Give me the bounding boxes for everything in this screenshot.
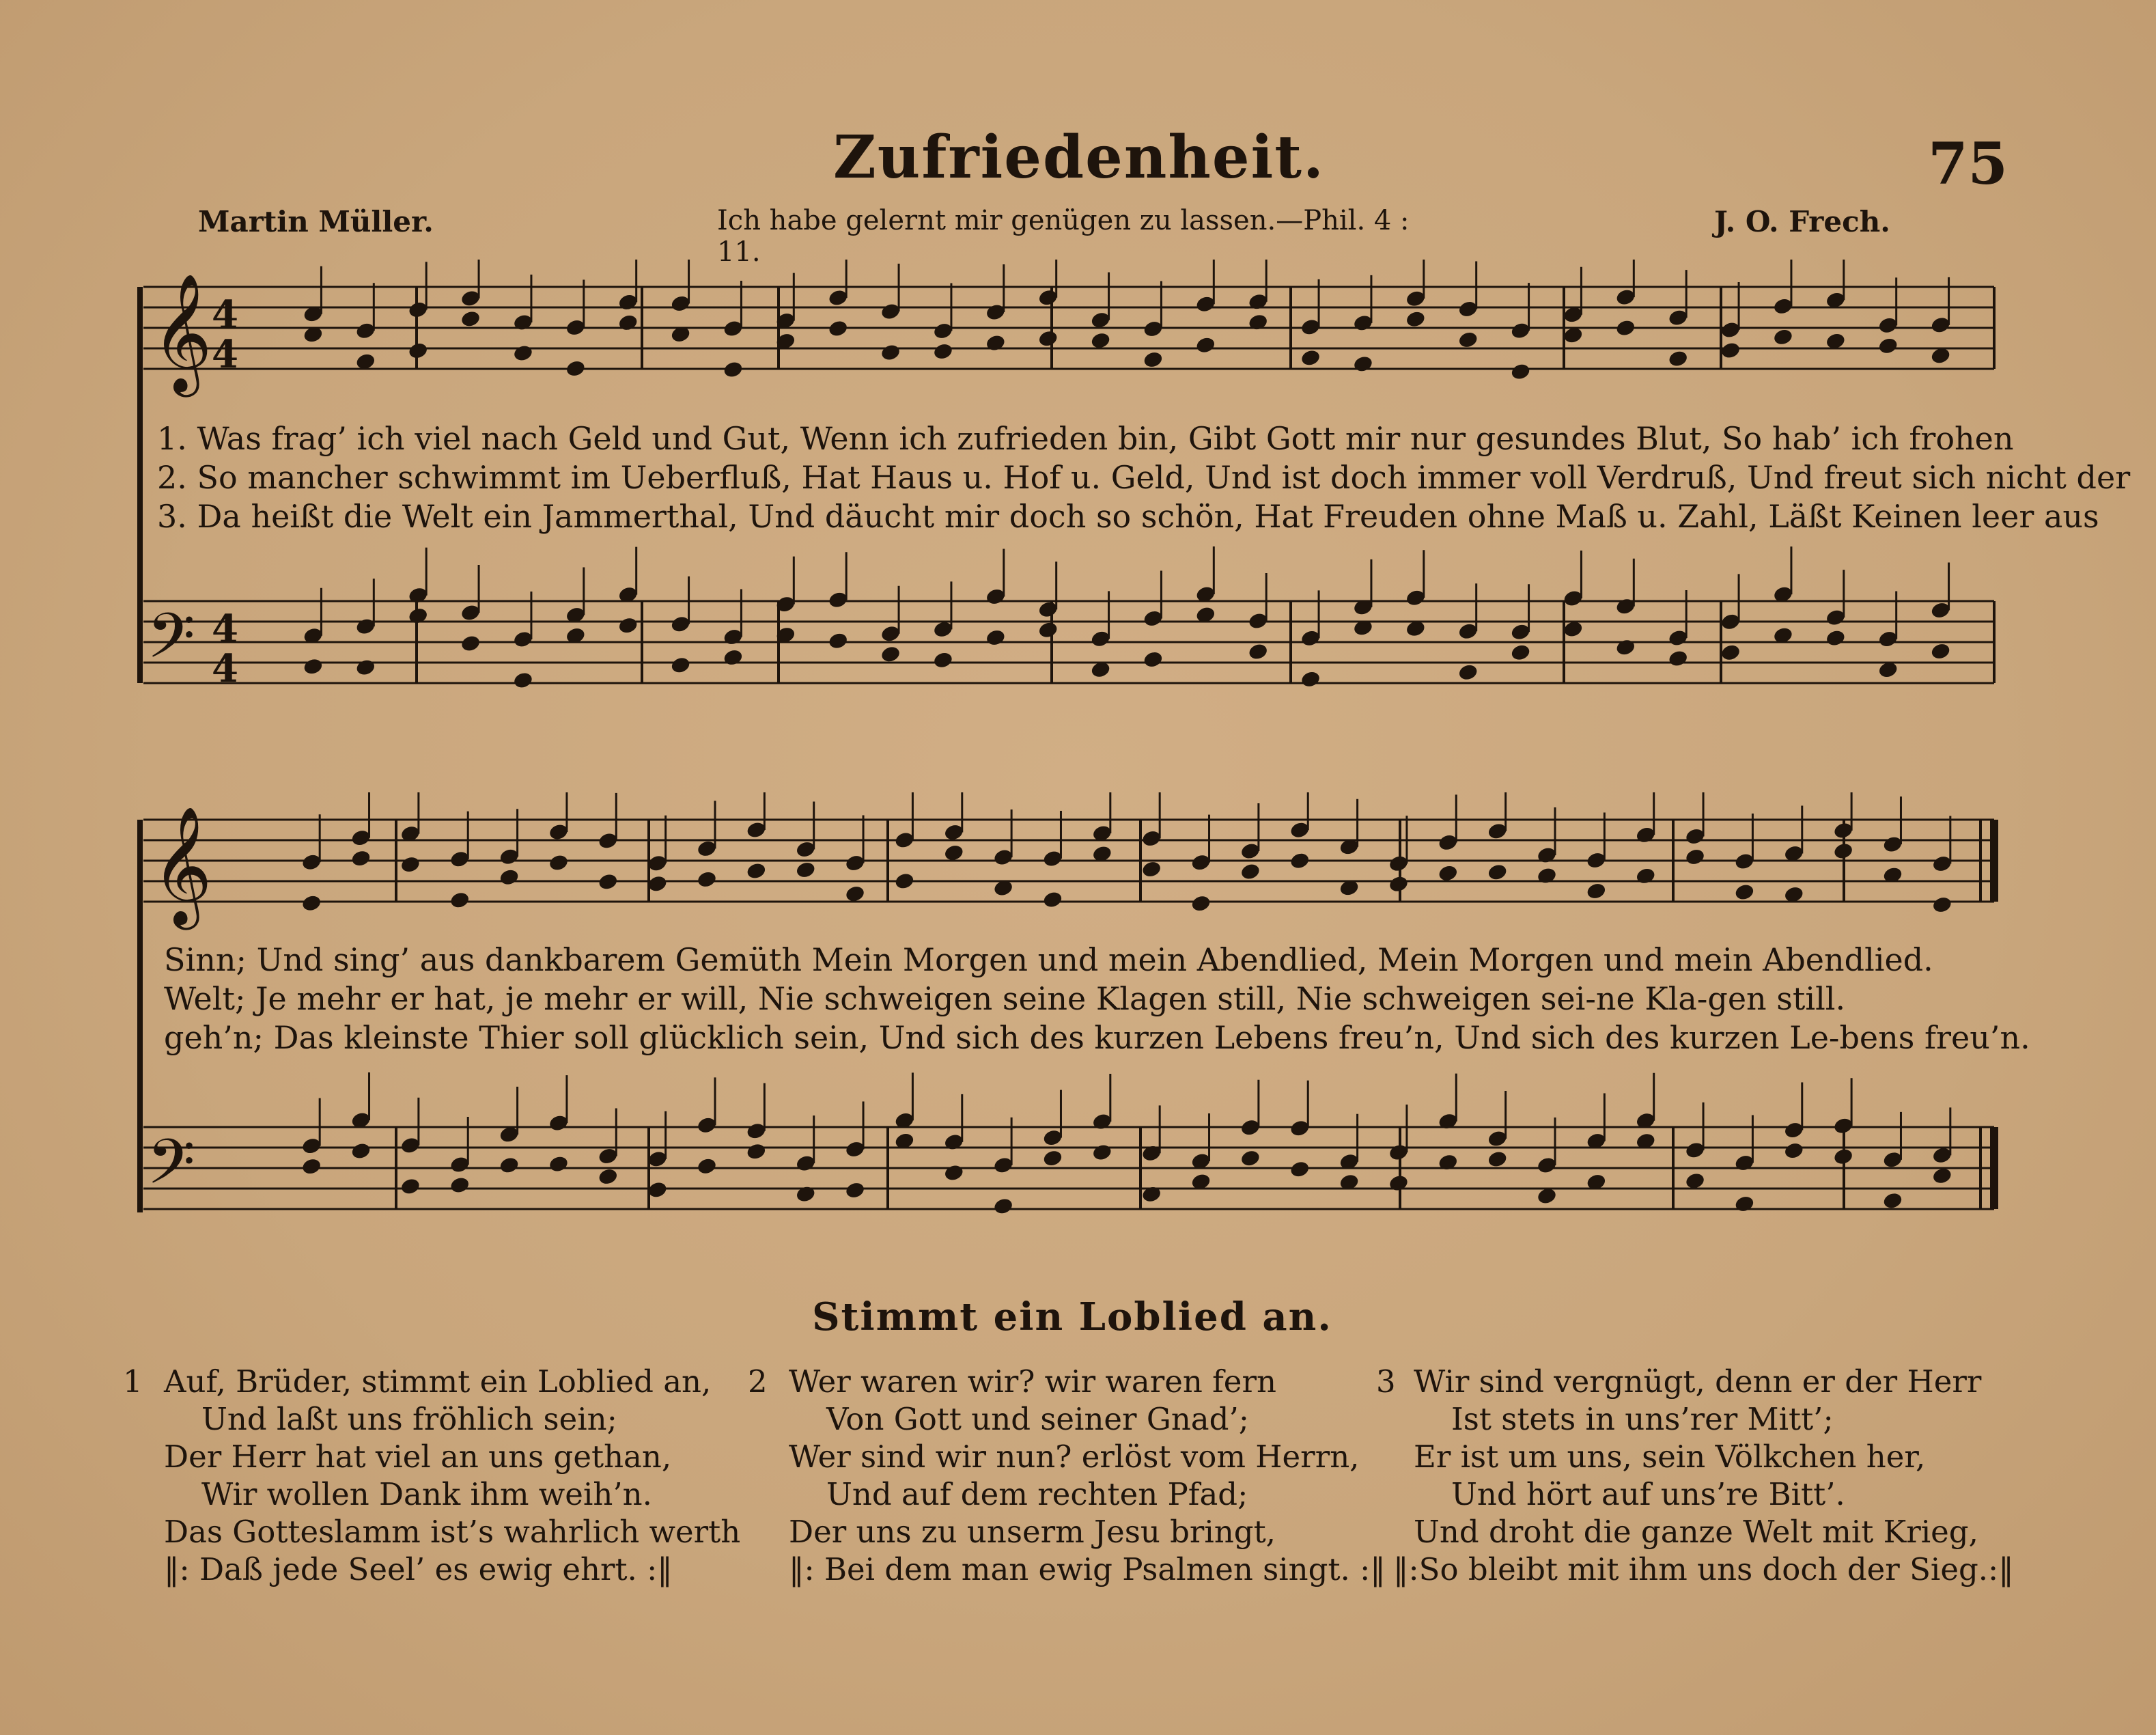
svg-text:𝄢: 𝄢: [147, 600, 195, 687]
verse-line: Wer sind wir nun? erlöst vom Herrn,: [789, 1439, 1360, 1475]
lyric-verse-3-system-1: 3. Da heißt die Welt ein Jammerthal, Und däucht mir doch so schön, Hat Freuden ohne Maß u. Zahl, Läßt Keinen leer aus: [157, 498, 2099, 535]
svg-text:4: 4: [212, 292, 238, 337]
verse-line: Von Gott und seiner Gnad’;: [826, 1401, 1249, 1437]
lyric-verse-2-system-2: Welt; Je mehr er hat, je mehr er will, Nie schweigen seine Klagen still, Nie schweigen sei-ne Kla-gen still.: [164, 980, 1846, 1017]
verse-line: Wir wollen Dank ihm weih’n.: [201, 1476, 652, 1512]
verse-line: ‖: Bei dem man ewig Psalmen singt. :‖: [789, 1551, 1386, 1587]
system-1-brace: [0, 287, 2156, 683]
svg-text:𝄞: 𝄞: [152, 806, 212, 925]
svg-text:4: 4: [212, 332, 238, 377]
svg-text:𝄢: 𝄢: [147, 1126, 195, 1213]
verse-number: 1: [123, 1363, 143, 1400]
verse-number: 3: [1376, 1363, 1396, 1400]
hymn-author: Martin Müller.: [198, 205, 434, 238]
verse-line: Wer waren wir? wir waren fern: [789, 1363, 1276, 1400]
verse-line: Auf, Brüder, stimmt ein Loblied an,: [164, 1363, 712, 1400]
verse-line: Der Herr hat viel an uns gethan,: [164, 1439, 672, 1475]
svg-text:𝄞: 𝄞: [152, 273, 212, 392]
verse-number: 2: [748, 1363, 768, 1400]
verse-line: Und hört auf uns’re Bitt’.: [1451, 1476, 1845, 1512]
second-hymn-title: Stimmt ein Loblied an.: [812, 1294, 1332, 1340]
hymn-title: Zufriedenheit.: [833, 123, 1325, 192]
lyric-verse-3-system-2: geh’n; Das kleinste Thier soll glücklich sein, Und sich des kurzen Lebens freu’n, Und sich des kurzen Le-bens freu’n.: [164, 1019, 2030, 1056]
verse-line: ‖: Daß jede Seel’ es ewig ehrt. :‖: [164, 1551, 673, 1587]
verse-line: Und droht die ganze Welt mit Krieg,: [1414, 1514, 1978, 1550]
hymn-composer: J. O. Frech.: [1714, 205, 1890, 238]
lyric-verse-2-system-1: 2. So mancher schwimmt im Ueberfluß, Hat Haus u. Hof u. Geld, Und ist doch immer voll Verdruß, Und freut sich nicht der: [157, 459, 2131, 496]
svg-text:4: 4: [212, 646, 238, 691]
scripture-reference: Ich habe gelernt mir genügen zu lassen.—Phil. 4 : 11.: [717, 205, 1410, 268]
page-number: 75: [1928, 130, 2008, 197]
verse-line: Wir sind vergnügt, denn er der Herr: [1414, 1363, 1982, 1400]
lyric-verse-1-system-2: Sinn; Und sing’ aus dankbarem Gemüth Mein Morgen und mein Abendlied, Mein Morgen und mein Abendlied.: [164, 941, 1933, 978]
verse-line: Ist stets in uns’rer Mitt’;: [1451, 1401, 1834, 1437]
lyric-verse-1-system-1: 1. Was frag’ ich viel nach Geld und Gut, Wenn ich zufrieden bin, Gibt Gott mir nur gesundes Blut, So hab’ ich frohen: [157, 420, 2014, 457]
verse-line: Der uns zu unserm Jesu bringt,: [789, 1514, 1276, 1550]
verse-line: Er ist um uns, sein Völkchen her,: [1414, 1439, 1926, 1475]
svg-text:4: 4: [212, 607, 238, 652]
verse-line: Das Gotteslamm ist’s wahrlich werth: [164, 1514, 741, 1550]
system-2-brace: [0, 820, 2156, 1216]
verse-line: Und laßt uns fröhlich sein;: [201, 1401, 617, 1437]
verse-line: ‖:So bleibt mit ihm uns doch der Sieg.:‖: [1393, 1551, 2014, 1587]
verse-line: Und auf dem rechten Pfad;: [826, 1476, 1248, 1512]
